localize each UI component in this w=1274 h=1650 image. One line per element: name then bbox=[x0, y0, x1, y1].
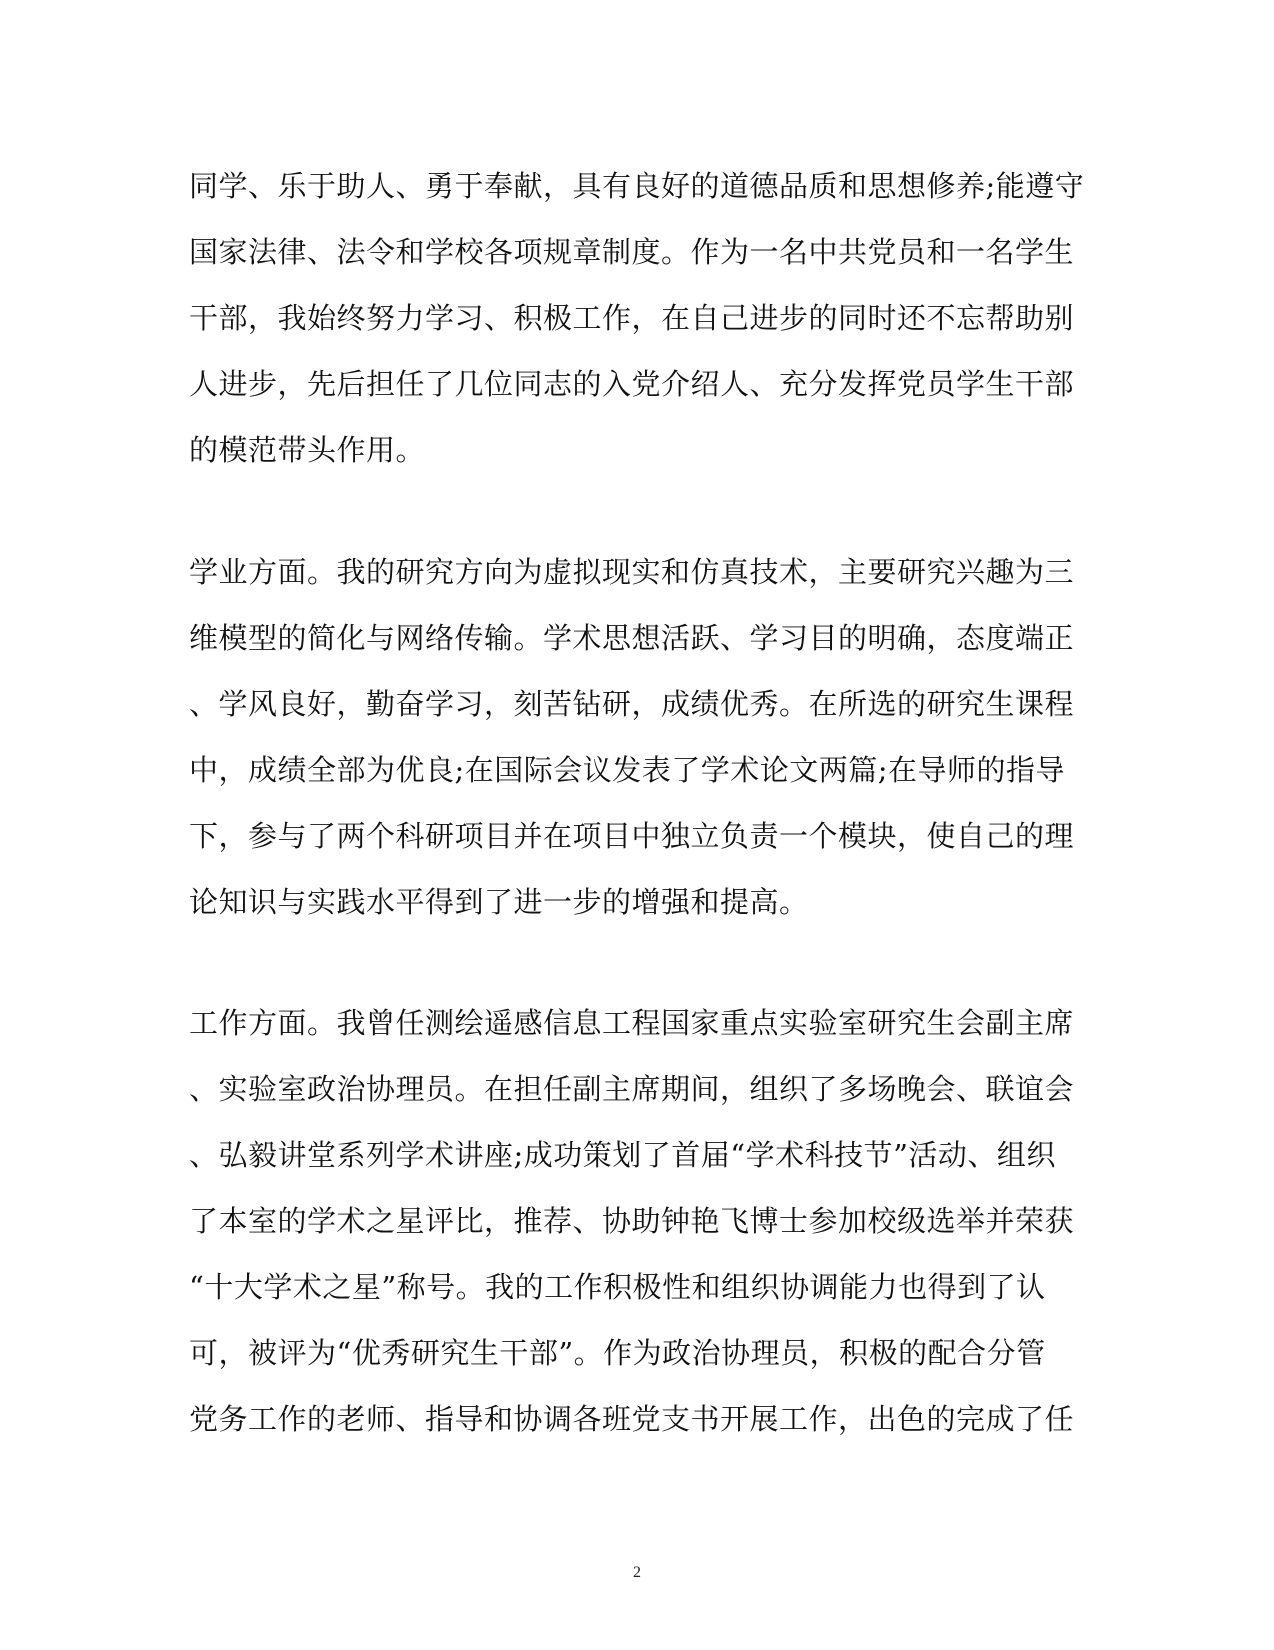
text-line: “十大学术之星”称号。我的工作积极性和组织协调能力也得到了认 bbox=[189, 1270, 1046, 1304]
text-line: 维模型的简化与网络传输。学术思想活跃、学习目的明确，态度端正 bbox=[189, 621, 1075, 655]
text-line: 党务工作的老师、指导和协调各班党支书开展工作，出色的完成了任 bbox=[189, 1402, 1075, 1436]
text-line: 工作方面。我曾任测绘遥感信息工程国家重点实验室研究生会副主席 bbox=[189, 1006, 1075, 1040]
text-line: 国家法律、法令和学校各项规章制度。作为一名中共党员和一名学生 bbox=[189, 235, 1075, 269]
text-line: 下，参与了两个科研项目并在项目中独立负责一个模块，使自己的理 bbox=[189, 819, 1075, 853]
text-line: 论知识与实践水平得到了进一步的增强和提高。 bbox=[189, 885, 809, 919]
text-line: 人进步，先后担任了几位同志的入党介绍人、充分发挥党员学生干部 bbox=[189, 367, 1075, 401]
text-line: 的模范带头作用。 bbox=[189, 433, 426, 467]
text-line: 干部，我始终努力学习、积极工作，在自己进步的同时还不忘帮助别 bbox=[189, 301, 1075, 335]
text-line: 学业方面。我的研究方向为虚拟现实和仿真技术，主要研究兴趣为三 bbox=[189, 555, 1075, 589]
text-line: 、弘毅讲堂系列学术讲座;成功策划了首届“学术科技节”活动、组织 bbox=[189, 1138, 1056, 1172]
text-line: 了本室的学术之星评比，推荐、协助钟艳飞博士参加校级选举并荣获 bbox=[189, 1204, 1075, 1238]
paragraph-work bbox=[189, 990, 1089, 1452]
text-line: 、实验室政治协理员。在担任副主席期间，组织了多场晚会、联谊会 bbox=[189, 1072, 1075, 1106]
text-line: 中，成绩全部为优良;在国际会议发表了学术论文两篇;在导师的指导 bbox=[189, 753, 1066, 787]
paragraph-character bbox=[189, 153, 1089, 483]
text-line: 同学、乐于助人、勇于奉献，具有良好的道德品质和思想修养;能遵守 bbox=[189, 169, 1085, 203]
paragraph-academics bbox=[189, 539, 1089, 935]
page-number: 2 bbox=[633, 1564, 641, 1581]
text-line: 可，被评为“优秀研究生干部”。作为政治协理员，积极的配合分管 bbox=[189, 1336, 1046, 1370]
text-line: 、学风良好，勤奋学习，刻苦钻研，成绩优秀。在所选的研究生课程 bbox=[189, 687, 1075, 721]
